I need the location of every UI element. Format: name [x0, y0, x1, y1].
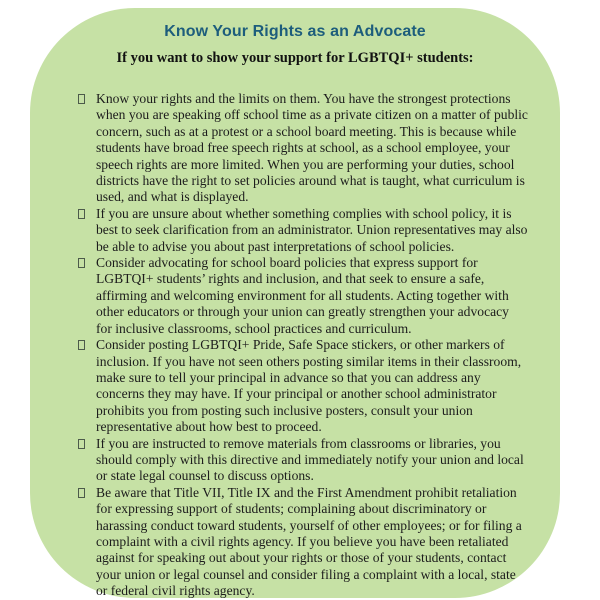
list-item-text: Know your rights and the limits on them. You have the strongest protections when you are speaking off school time as a private citizen on a matter of public concern, such as at a protest or a school board meeting. This is because while students have broad free speech rights at school, as a school employee, your speech rights are more limited. When you are performing your duties, school districts have the right to set policies around what is taught, what curriculum is used, and what is displayed.	[96, 91, 528, 205]
list-item	[78, 91, 528, 206]
rights-bullet-list	[78, 91, 528, 600]
rights-advocate-card	[30, 8, 560, 598]
checkbox-bullet-icon	[78, 340, 85, 350]
list-item	[78, 485, 528, 600]
list-item	[78, 255, 528, 337]
list-item-text: Consider advocating for school board policies that express support for LGBTQI+ students’ rights and inclusion, and that seek to ensure a safe, affirming and welcoming environment for all students. Acting together with other educators or through your union can greatly strengthen your advocacy for inclusive classrooms, school practices and curriculum.	[96, 255, 509, 336]
card-title: Know Your Rights as an Advocate	[164, 23, 426, 40]
list-item-text: If you are instructed to remove materials from classrooms or libraries, you should comply with this directive and immediately notify your union and local or state legal counsel to discuss options.	[96, 435, 524, 484]
list-item-text: Be aware that Title VII, Title IX and the First Amendment prohibit retaliation for expressing support of students; complaining about discriminatory or harassing conduct toward students, yourself of other employees; or for filing a complaint with a civil rights agency. If you believe you have been retaliated against for speaking out about your rights or those of your students, contact your union or legal counsel and consider filing a complaint with a local, state or federal civil rights agency.	[96, 484, 522, 599]
checkbox-bullet-icon	[78, 209, 85, 219]
list-item-text: If you are unsure about whether something complies with school policy, it is best to seek clarification from an administrator. Union representatives may also be able to advise you about past interpretations of school policies.	[96, 205, 528, 254]
list-item	[78, 436, 528, 485]
list-item	[78, 337, 528, 435]
checkbox-bullet-icon	[78, 258, 85, 268]
list-item	[78, 206, 528, 255]
checkbox-bullet-icon	[78, 488, 85, 498]
checkbox-bullet-icon	[78, 94, 85, 104]
checkbox-bullet-icon	[78, 439, 85, 449]
card-subtitle: If you want to show your support for LGBTQI+ students:	[116, 50, 474, 66]
list-item-text: Consider posting LGBTQI+ Pride, Safe Space stickers, or other markers of inclusion. If you have not seen others posting similar items in their classroom, make sure to tell your principal in advance so that you can address any concerns they may have. If your principal or another school administrator prohibits you from posting such inclusive posters, consult your union representative about how best to proceed.	[96, 337, 522, 435]
